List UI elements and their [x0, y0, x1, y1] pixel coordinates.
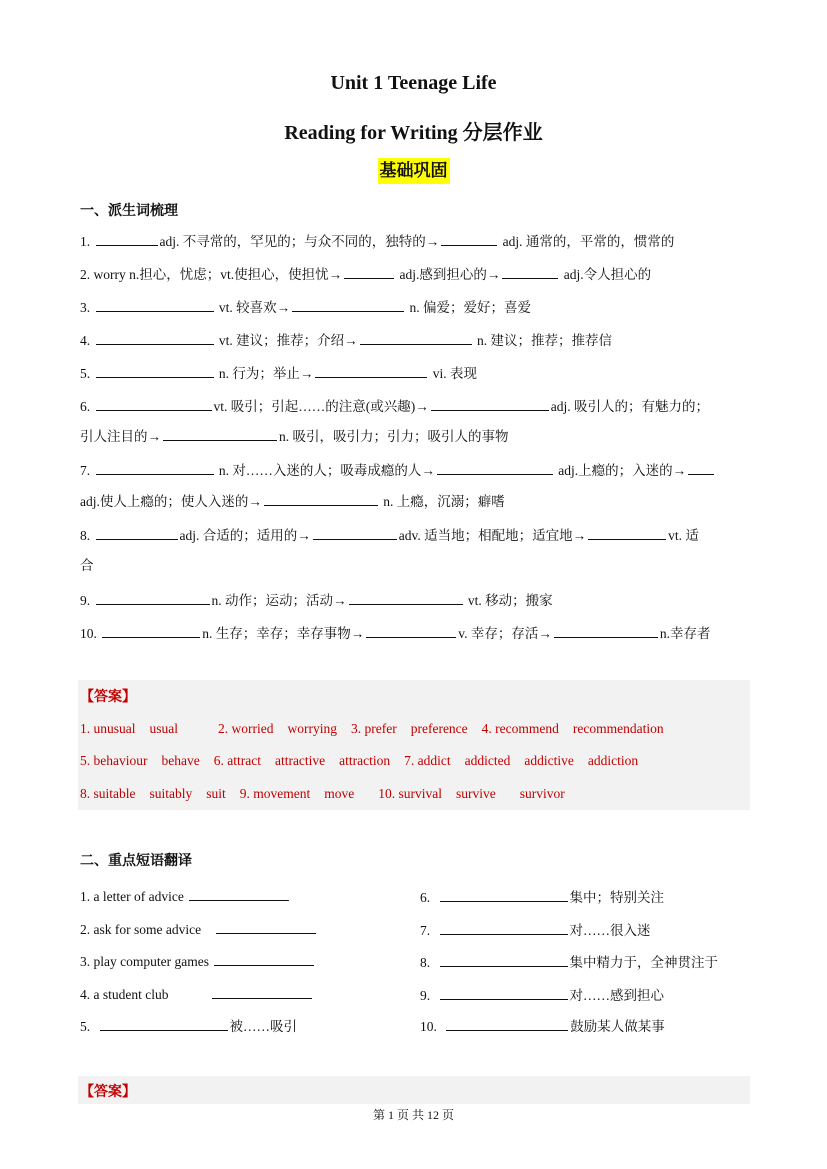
question-8-cont: 合 [80, 558, 94, 573]
blank[interactable] [688, 460, 714, 475]
question-7-cont: adj.使人上瘾的；使人入迷的→ n. 上瘾，沉溺；癖嗜 [80, 491, 750, 512]
question-2: 2. worry n.担心，忧虑；vt.使担心，使担忧→ adj.感到担心的→ adj.令人担心的 [80, 264, 750, 285]
blank[interactable] [96, 525, 178, 540]
phrase-5: 5. 被……吸引 [80, 1015, 297, 1035]
question-6: 6. vt. 吸引；引起……的注意(或兴趣)→ adj. 吸引人的；有魅力的； [80, 396, 750, 417]
answer-box-1 [78, 680, 750, 810]
question-7: 7. n. 对……入迷的人；吸毒成瘾的人→ adj.上瘾的；入迷的→ [80, 460, 750, 481]
blank[interactable] [446, 1016, 568, 1031]
answer-box-2 [78, 1076, 750, 1104]
document-subtitle: Reading for Writing 分层作业 [284, 122, 543, 144]
blank[interactable] [96, 330, 214, 345]
blank[interactable] [360, 330, 472, 345]
phrase-8: 8. 集中精力于，全神贯注于 [420, 951, 718, 971]
blank[interactable] [96, 396, 212, 411]
section1-heading: 一、派生词梳理 [80, 203, 178, 219]
blank[interactable] [214, 951, 314, 966]
blank[interactable] [163, 426, 277, 441]
phrase-4: 4. a student club [80, 984, 314, 1003]
level-badge-wrap [0, 158, 827, 184]
blank[interactable] [315, 363, 427, 378]
question-4: 4. vt. 建议；推荐；介绍→ n. 建议；推荐；推荐信 [80, 330, 750, 351]
blank[interactable] [96, 231, 158, 246]
question-8: 8. adj. 合适的；适用的→ adv. 适当地；相配地；适宜地→ vt. 适 [80, 525, 750, 546]
blank[interactable] [440, 920, 568, 935]
phrase-1: 1. a letter of advice [80, 886, 291, 905]
question-1: 1. adj. 不寻常的，罕见的；与众不同的，独特的→ adj. 通常的，平常的，惯常的 [80, 231, 750, 252]
blank[interactable] [102, 623, 200, 638]
question-6-cont: 引人注目的→ n. 吸引，吸引力；引力；吸引人的事物 [80, 426, 750, 447]
blank[interactable] [502, 264, 558, 279]
question-5: 5. n. 行为；举止→ vi. 表现 [80, 363, 750, 384]
level-badge: 基础巩固 [378, 158, 450, 184]
section2-heading: 二、重点短语翻译 [80, 853, 192, 869]
blank[interactable] [100, 1016, 228, 1031]
answer-row-2: 5. behaviour behave 6. attract attractive attraction 7. addict addicted addictive addiction [80, 753, 639, 768]
phrase-10: 10. 鼓励某人做某事 [420, 1015, 665, 1035]
phrase-2: 2. ask for some advice [80, 919, 318, 938]
blank[interactable] [440, 985, 568, 1000]
question-10: 10. n. 生存；幸存；幸存事物→ v. 幸存；存活→ n.幸存者 [80, 623, 750, 644]
blank[interactable] [264, 491, 378, 506]
blank[interactable] [588, 525, 666, 540]
answer-heading: 【答案】 [80, 689, 136, 705]
blank[interactable] [292, 297, 404, 312]
phrase-3: 3. play computer games [80, 951, 316, 970]
blank[interactable] [96, 363, 214, 378]
blank[interactable] [212, 984, 312, 999]
answer-row-1: 1. unusual usual 2. worried worrying 3. prefer preference 4. recommend recommendation [80, 721, 664, 736]
blank[interactable] [366, 623, 456, 638]
blank[interactable] [431, 396, 549, 411]
document-title: Unit 1 Teenage Life [330, 72, 497, 94]
phrase-6: 6. 集中；特别关注 [420, 886, 664, 906]
blank[interactable] [554, 623, 658, 638]
blank[interactable] [440, 952, 568, 967]
phrase-9: 9. 对……感到担心 [420, 984, 664, 1004]
blank[interactable] [437, 460, 553, 475]
blank[interactable] [440, 887, 568, 902]
answer-heading: 【答案】 [80, 1084, 136, 1100]
page-footer: 第 1 页 共 12 页 [372, 1108, 454, 1122]
blank[interactable] [96, 590, 210, 605]
blank[interactable] [96, 297, 214, 312]
blank[interactable] [441, 231, 497, 246]
phrase-7: 7. 对……很入迷 [420, 919, 651, 939]
question-9: 9. n. 动作；运动；活动→ vt. 移动；搬家 [80, 590, 750, 611]
blank[interactable] [344, 264, 394, 279]
blank[interactable] [96, 460, 214, 475]
blank[interactable] [216, 919, 316, 934]
blank[interactable] [313, 525, 397, 540]
question-3: 3. vt. 较喜欢→ n. 偏爱；爱好；喜爱 [80, 297, 750, 318]
blank[interactable] [349, 590, 463, 605]
answer-row-3: 8. suitable suitably suit 9. movement move 10. survival survive survivor [80, 786, 565, 801]
blank[interactable] [189, 886, 289, 901]
